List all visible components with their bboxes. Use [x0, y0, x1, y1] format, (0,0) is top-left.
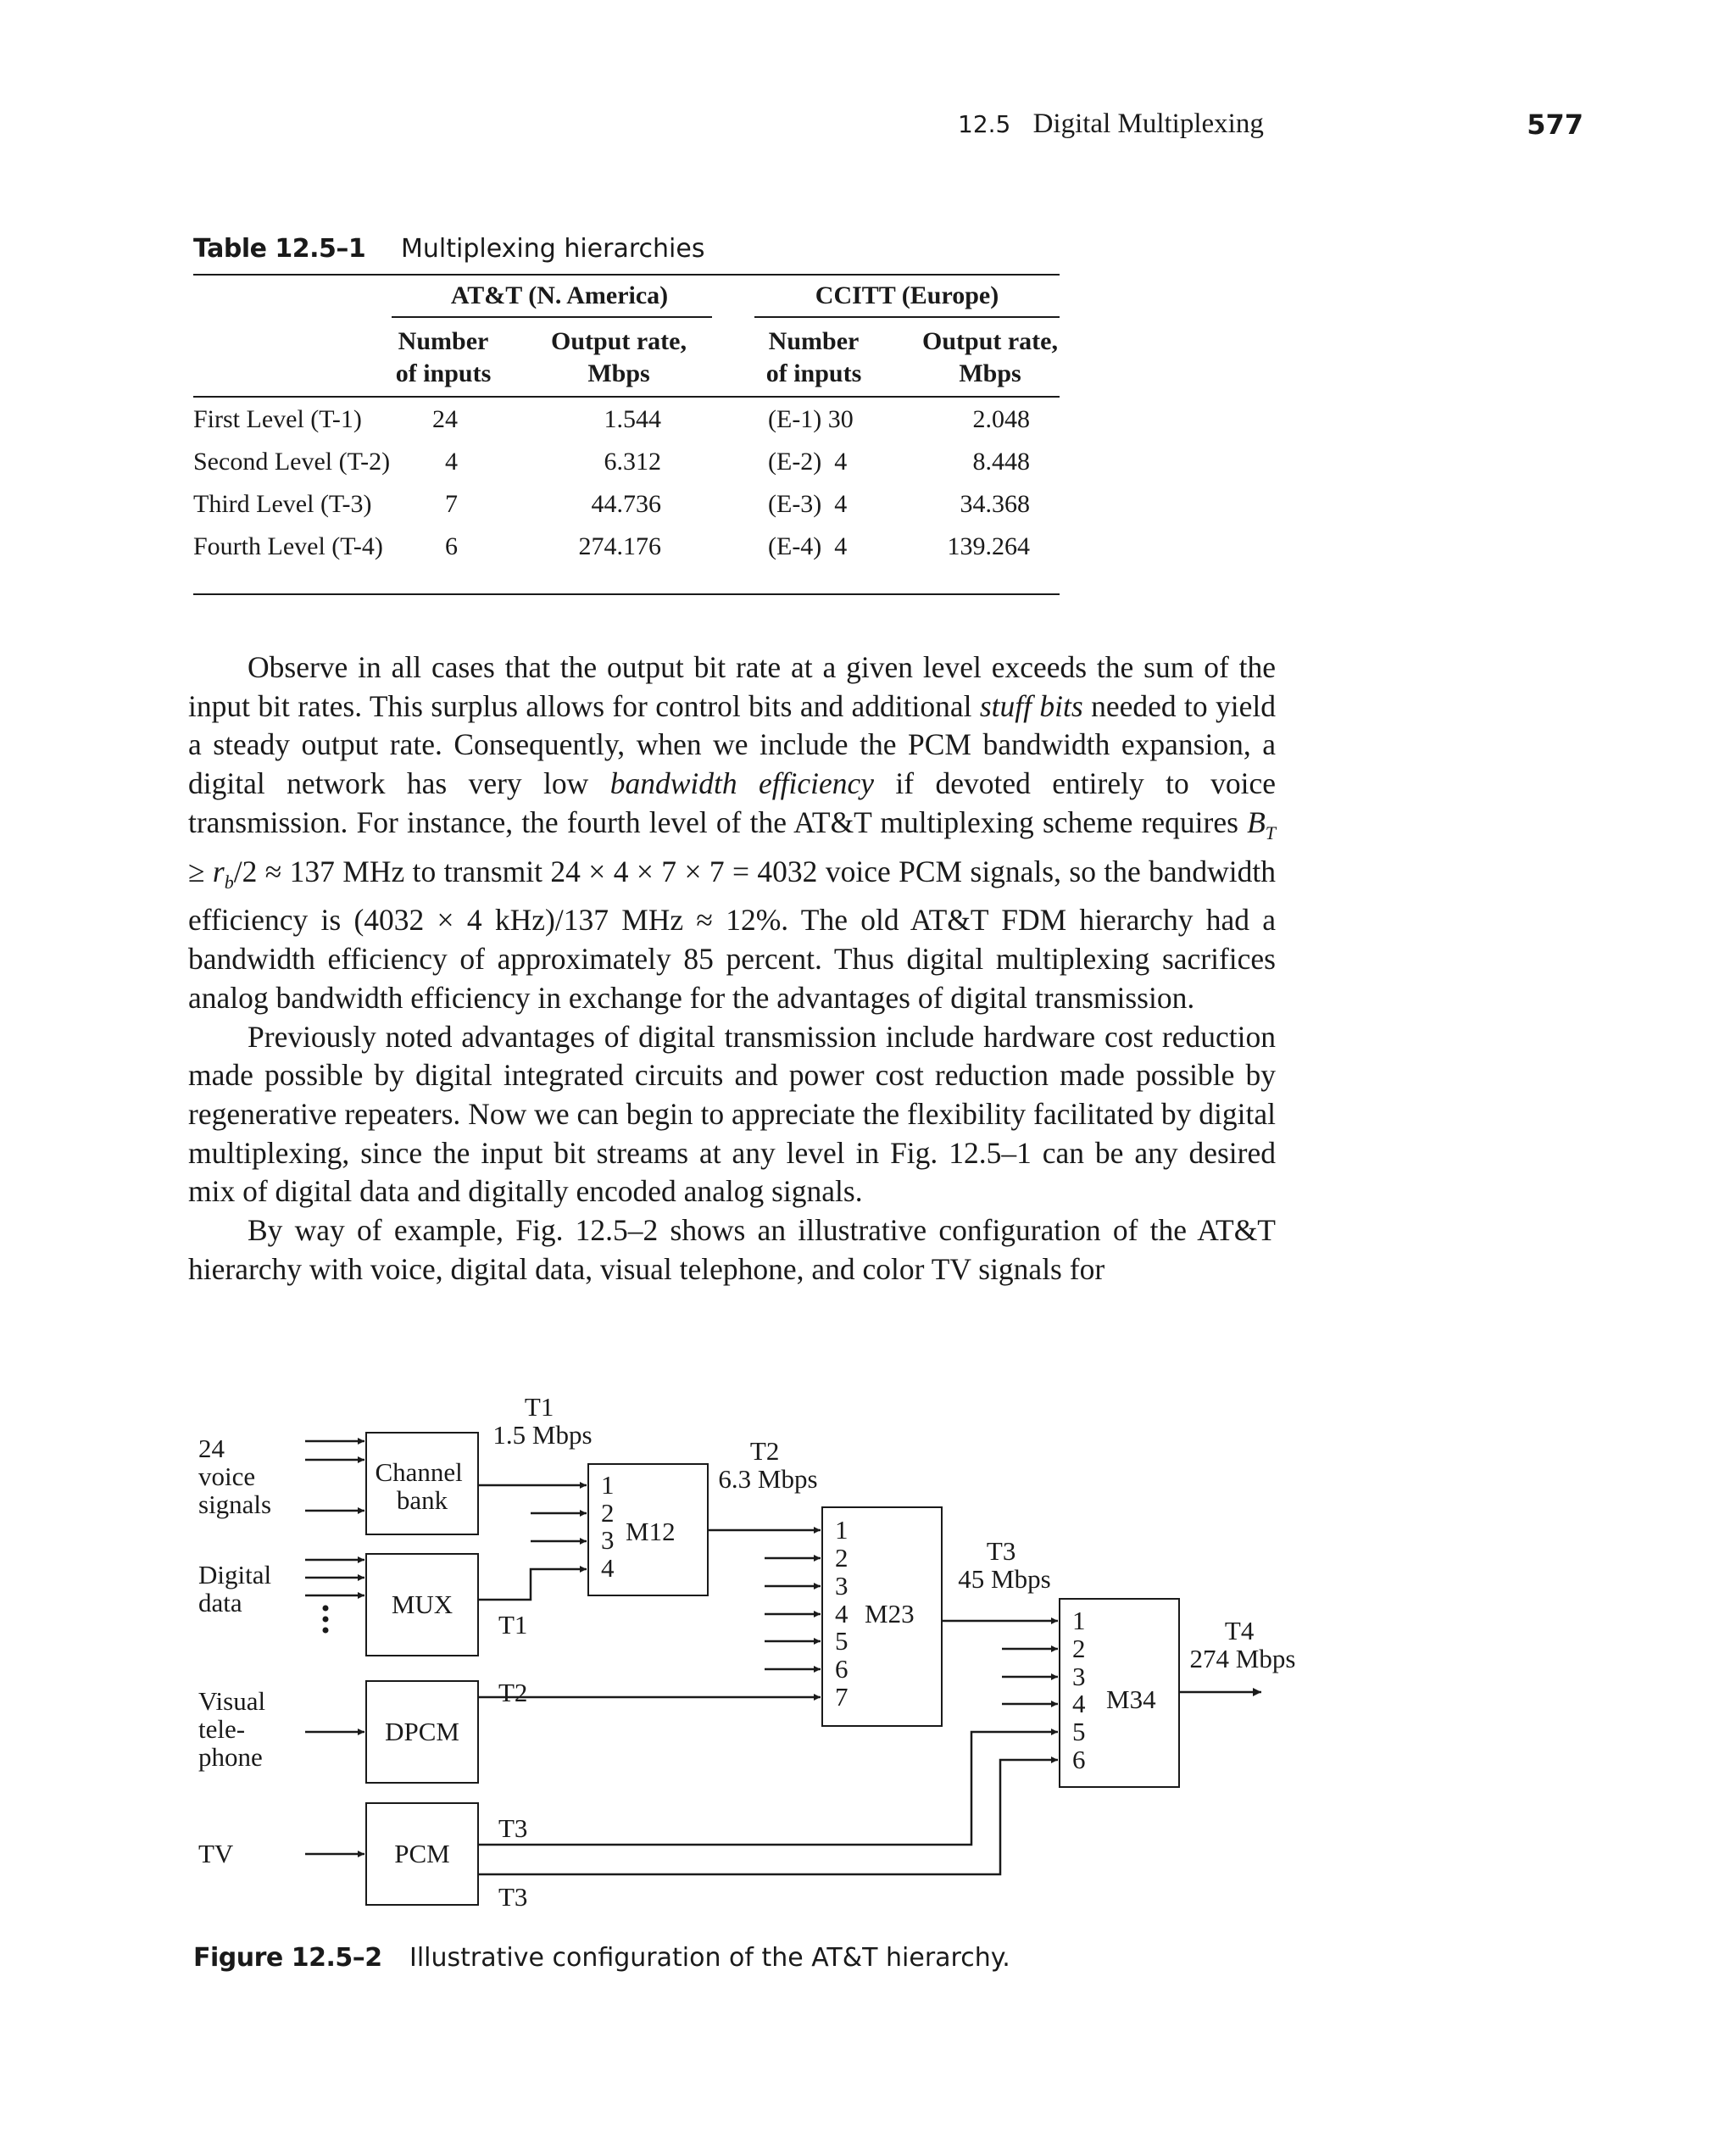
col-inputs-line1: Number [398, 327, 489, 355]
m23-port: 2 [835, 1543, 849, 1573]
col-inputs-line2: of inputs [395, 359, 492, 387]
col-inputs-line1: Number [768, 327, 860, 355]
pcm-label: PCM [394, 1839, 450, 1868]
emphasis-bandwidth-efficiency: bandwidth efficiency [609, 766, 875, 801]
table-cell: 7 [445, 490, 458, 518]
table-cell: 139.264 [947, 532, 1030, 560]
m23-port: 6 [835, 1654, 849, 1684]
table-cell: 274.176 [578, 532, 661, 560]
dpcm-label: DPCM [385, 1717, 459, 1746]
source-data-label: Digital data [198, 1560, 272, 1617]
emphasis-stuff-bits: stuff bits [979, 688, 1083, 723]
figure-label: Figure 12.5–2 [193, 1943, 382, 1973]
col-rate-line2: Mbps [587, 359, 650, 387]
table-row-label: Second Level (T-2) [193, 448, 391, 476]
m34-port: 3 [1072, 1662, 1086, 1691]
m12-label: M12 [626, 1517, 676, 1546]
m34-port: 5 [1072, 1717, 1086, 1746]
m34-label: M34 [1106, 1684, 1156, 1714]
text-run: if devoted entirely to voice transmission. For instance, the fourth level of the AT&T multiplexing scheme requires [188, 766, 1277, 839]
m34-port: 2 [1072, 1634, 1086, 1663]
section-number: 12.5 [958, 110, 1011, 138]
t2-dpcm-label: T2 [498, 1678, 528, 1707]
table-cell: (E-1) 30 [768, 405, 854, 433]
t1-rate-label: T1 1.5 Mbps [492, 1392, 593, 1450]
table-cell: 8.448 [972, 448, 1030, 476]
text-run: Observe in all cases that the output bit rate at a given level exceeds the sum of the input bit rates. This surplus allows for control bits and additional [188, 650, 1276, 723]
t4-rate-label: T4 274 Mbps [1189, 1616, 1296, 1673]
m23-port: 3 [835, 1571, 849, 1601]
col-inputs-line2: of inputs [765, 359, 862, 387]
ellipsis-dot [323, 1628, 329, 1634]
m23-port: 5 [835, 1626, 849, 1656]
figure-caption-text: Illustrative configuration of the AT&T hierarchy. [409, 1943, 1010, 1973]
channel-bank-label: Channel bank [375, 1457, 463, 1515]
table-group-att: AT&T (N. America) [450, 281, 669, 309]
table-cell: (E-3) 4 [768, 490, 848, 518]
text-run: needed to yield a steady output rate. Consequently, when we include the PCM bandwidth expansion, a digital network has very low [188, 688, 1276, 801]
t3-line-pcm-upper [478, 1732, 1058, 1845]
ellipsis-dot [323, 1606, 329, 1612]
source-tv-label: TV [198, 1839, 234, 1868]
table-cell: 34.368 [960, 490, 1030, 518]
table-row-label: Fourth Level (T-4) [193, 532, 383, 560]
table-cell: (E-2) 4 [768, 448, 848, 476]
m23-label: M23 [865, 1599, 915, 1628]
table-cell: 1.544 [604, 405, 661, 433]
m12-port: 3 [601, 1525, 615, 1555]
paragraph: Previously noted advantages of digital transmission include hardware cost reduction made possible by digital integrated circuits and power cost reduction made possible by regenerative repeaters. Now we can begin to appreciate the flexibility facilitated by digital multiplexing, since the input bit streams at any level in Fig. 12.5–1 can be any desired mix of digital data and digitally encoded analog signals. [188, 1019, 1276, 1209]
table-cell: 6.312 [604, 448, 661, 476]
m12-port: 4 [601, 1553, 615, 1583]
table-label: Table 12.5–1 [193, 234, 366, 264]
text-run: to transmit 24 × 4 × 7 × 7 = 4032 voice PCM signals, so the bandwidth efficiency is (4032 × 4 kHz)/137 MHz ≈ 12%. The old AT&T FDM hierarchy had a bandwidth efficiency of approximately 85 percent. Thus digital multiplexing sacrifices analog bandwidth efficiency in exchange for the advantages of digital transmission. [188, 854, 1276, 1015]
table-cell: 24 [432, 405, 458, 433]
table-row-label: First Level (T-1) [193, 405, 362, 433]
t1-mux-label: T1 [498, 1610, 528, 1640]
t3-rate-label: T3 45 Mbps [958, 1536, 1051, 1594]
inline-equation: $B_T \ge r_b/2 \approx 137$ MHz [188, 804, 1276, 893]
table-cell: 2.048 [972, 405, 1030, 433]
source-visual-label: Visual tele- phone [198, 1686, 266, 1772]
m34-port: 6 [1072, 1745, 1086, 1774]
m34-port: 1 [1072, 1606, 1086, 1635]
t3-pcm-label-lower: T3 [498, 1882, 528, 1912]
col-rate-line1: Output rate, [922, 327, 1058, 355]
col-rate-line2: Mbps [959, 359, 1021, 387]
paragraph: By way of example, Fig. 12.5–2 shows an illustrative configuration of the AT&T hierarchy with voice, digital data, visual telephone, and color TV signals for [188, 1213, 1276, 1286]
page-number: 577 [1527, 109, 1583, 141]
m12-port: 2 [601, 1498, 615, 1528]
ellipsis-dot [323, 1617, 329, 1623]
table-row-label: Third Level (T-3) [193, 490, 372, 518]
col-rate-line1: Output rate, [551, 327, 687, 355]
t1-line-mux [478, 1569, 587, 1600]
m12-port: 1 [601, 1470, 615, 1500]
m34-port: 4 [1072, 1689, 1086, 1718]
mux-label: MUX [391, 1589, 453, 1619]
table-cell: (E-4) 4 [768, 532, 848, 560]
m23-port: 7 [835, 1682, 849, 1712]
figure-caption [193, 1943, 1010, 1973]
table-cell: 44.736 [591, 490, 661, 518]
section-title: Digital Multiplexing [1032, 109, 1264, 139]
table-title: Multiplexing hierarchies [401, 234, 705, 264]
table-cell: 6 [445, 532, 458, 560]
t3-pcm-label-upper: T3 [498, 1813, 528, 1843]
source-voice-label: 24 voice signals [198, 1434, 272, 1519]
m23-port: 4 [835, 1599, 849, 1628]
m23-port: 1 [835, 1515, 849, 1545]
t2-rate-label: T2 6.3 Mbps [718, 1436, 818, 1494]
table-group-ccitt: CCITT (Europe) [815, 281, 999, 309]
table-cell: 4 [445, 448, 458, 476]
